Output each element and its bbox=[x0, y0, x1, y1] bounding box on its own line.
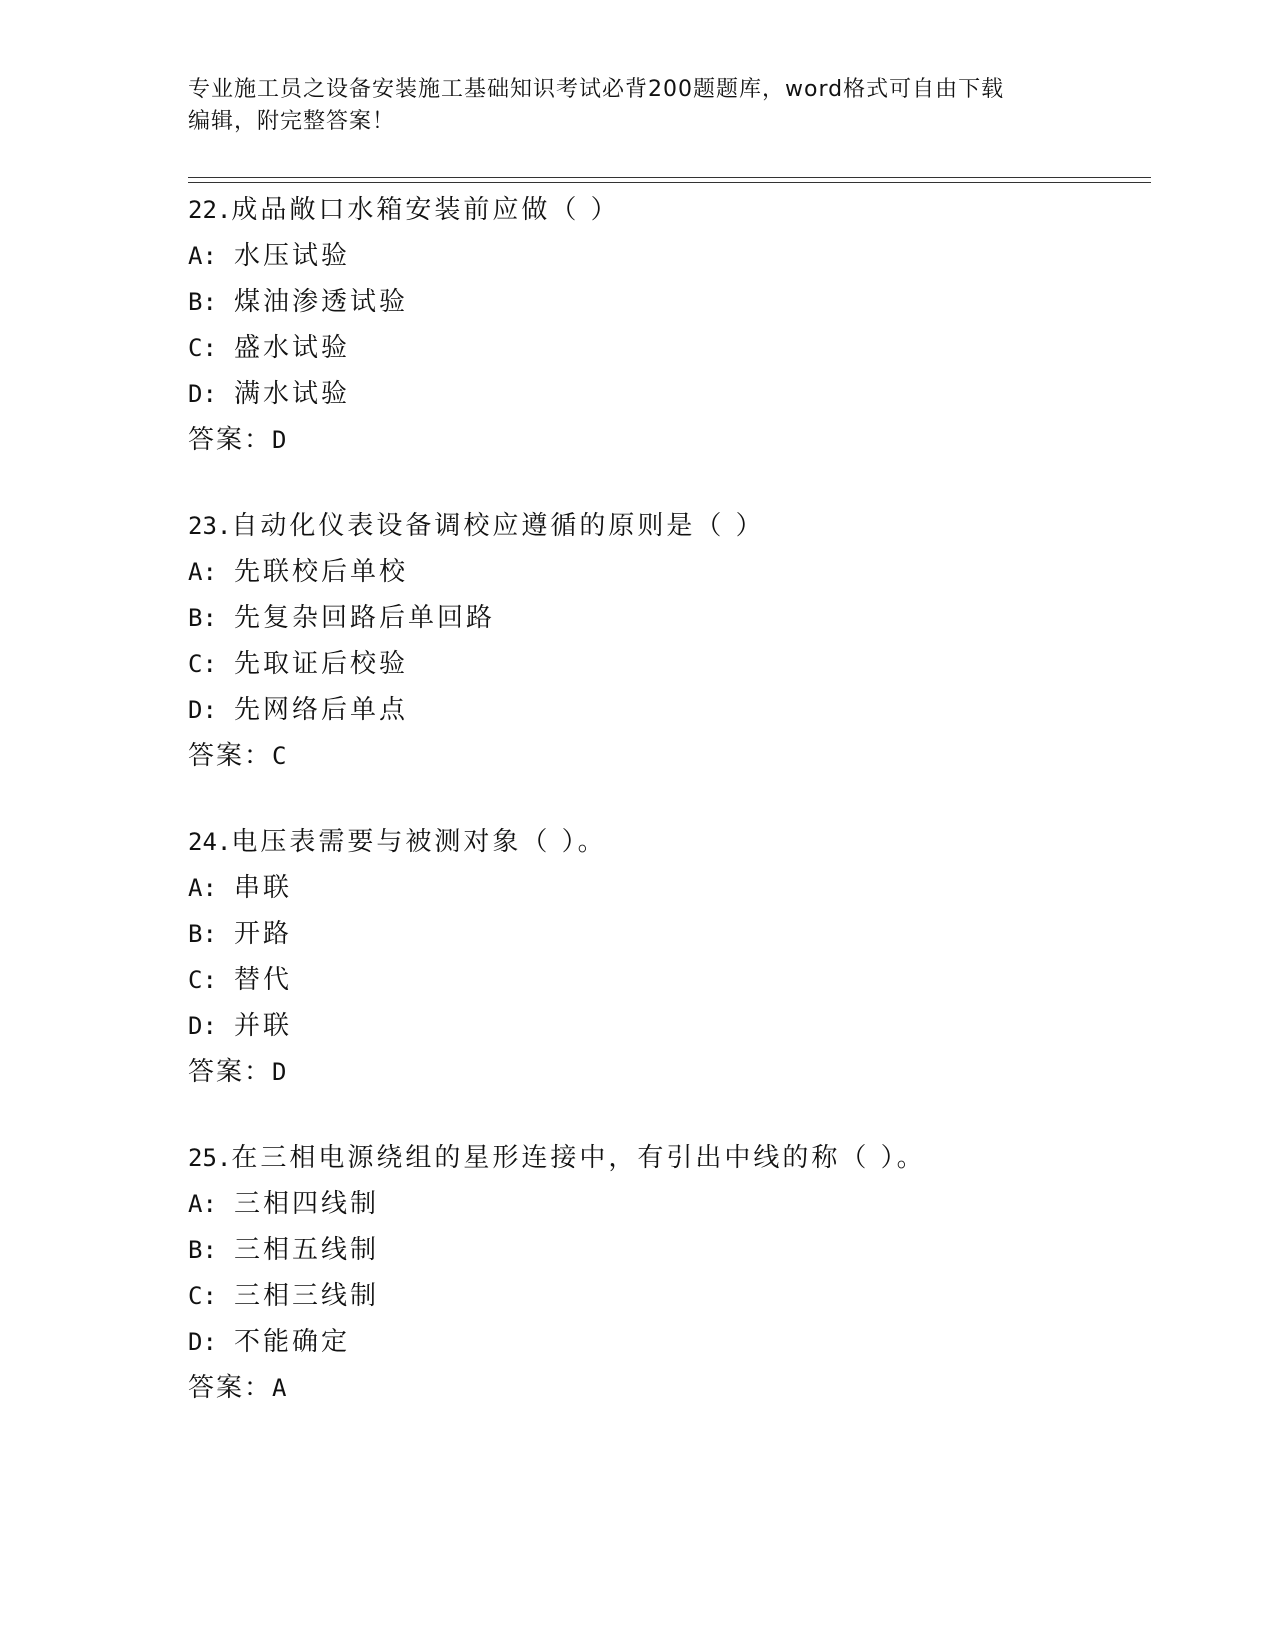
header-line-2: 编辑，附完整答案！ bbox=[188, 109, 396, 134]
option-d bbox=[188, 371, 1148, 417]
answer-value: C bbox=[272, 742, 290, 770]
option-letter: C: bbox=[188, 650, 217, 678]
option-letter: B: bbox=[188, 288, 217, 316]
answer-label: 答案： bbox=[188, 425, 273, 455]
document-header bbox=[188, 74, 1068, 138]
answer-line bbox=[188, 1365, 1148, 1411]
question-24 bbox=[188, 819, 1148, 1095]
option-d bbox=[188, 1003, 1148, 1049]
option-c bbox=[188, 957, 1148, 1003]
answer-value: D bbox=[272, 426, 290, 454]
question-stem bbox=[188, 187, 1148, 233]
option-letter: D: bbox=[188, 380, 217, 408]
answer-label: 答案： bbox=[188, 741, 273, 771]
option-text: 三相五线制 bbox=[234, 1235, 380, 1265]
answer-label: 答案： bbox=[188, 1373, 273, 1403]
question-text: 成品敞口水箱安装前应做（ ） bbox=[231, 195, 620, 225]
option-letter: A: bbox=[188, 1190, 217, 1218]
option-b bbox=[188, 595, 1148, 641]
option-c bbox=[188, 1273, 1148, 1319]
option-letter: C: bbox=[188, 966, 217, 994]
option-b bbox=[188, 279, 1148, 325]
option-d bbox=[188, 687, 1148, 733]
option-letter: B: bbox=[188, 604, 217, 632]
question-number: 22. bbox=[188, 196, 232, 224]
question-number: 24. bbox=[188, 828, 232, 856]
option-text: 串联 bbox=[234, 873, 293, 903]
option-c bbox=[188, 325, 1148, 371]
question-stem bbox=[188, 819, 1148, 865]
option-letter: A: bbox=[188, 874, 217, 902]
option-b bbox=[188, 911, 1148, 957]
question-text: 电压表需要与被测对象（ ）。 bbox=[231, 827, 607, 857]
option-a bbox=[188, 1181, 1148, 1227]
option-text: 开路 bbox=[234, 919, 293, 949]
header-line-1: 专业施工员之设备安装施工基础知识考试必背200题题库，word格式可自由下载 bbox=[188, 77, 1005, 102]
option-letter: C: bbox=[188, 1282, 217, 1310]
option-letter: A: bbox=[188, 558, 217, 586]
option-letter: C: bbox=[188, 334, 217, 362]
option-text: 并联 bbox=[234, 1011, 293, 1041]
question-stem bbox=[188, 1135, 1148, 1181]
option-letter: B: bbox=[188, 1236, 217, 1264]
answer-value: A bbox=[272, 1374, 290, 1402]
option-letter: B: bbox=[188, 920, 217, 948]
answer-line bbox=[188, 733, 1148, 779]
question-number: 23. bbox=[188, 512, 232, 540]
header-double-rule bbox=[188, 177, 1151, 183]
option-letter: D: bbox=[188, 696, 217, 724]
option-c bbox=[188, 641, 1148, 687]
answer-value: D bbox=[272, 1058, 290, 1086]
option-b bbox=[188, 1227, 1148, 1273]
option-text: 煤油渗透试验 bbox=[234, 287, 409, 317]
question-25 bbox=[188, 1135, 1148, 1411]
question-text: 在三相电源绕组的星形连接中，有引出中线的称（ ）。 bbox=[231, 1143, 926, 1173]
option-text: 三相四线制 bbox=[234, 1189, 380, 1219]
option-letter: A: bbox=[188, 242, 217, 270]
option-text: 先取证后校验 bbox=[234, 649, 409, 679]
option-text: 三相三线制 bbox=[234, 1281, 380, 1311]
option-letter: D: bbox=[188, 1328, 217, 1356]
option-text: 不能确定 bbox=[234, 1327, 351, 1357]
option-text: 先联校后单校 bbox=[234, 557, 409, 587]
question-23 bbox=[188, 503, 1148, 779]
answer-label: 答案： bbox=[188, 1057, 273, 1087]
option-a bbox=[188, 233, 1148, 279]
option-text: 满水试验 bbox=[234, 379, 351, 409]
option-text: 先复杂回路后单回路 bbox=[234, 603, 496, 633]
option-d bbox=[188, 1319, 1148, 1365]
question-number: 25. bbox=[188, 1144, 232, 1172]
question-22 bbox=[188, 187, 1148, 463]
answer-line bbox=[188, 417, 1148, 463]
option-text: 替代 bbox=[234, 965, 293, 995]
option-text: 盛水试验 bbox=[234, 333, 351, 363]
option-a bbox=[188, 865, 1148, 911]
question-text: 自动化仪表设备调校应遵循的原则是（ ） bbox=[231, 511, 765, 541]
question-list bbox=[188, 187, 1148, 1451]
answer-line bbox=[188, 1049, 1148, 1095]
question-stem bbox=[188, 503, 1148, 549]
option-text: 水压试验 bbox=[234, 241, 351, 271]
option-letter: D: bbox=[188, 1012, 217, 1040]
option-a bbox=[188, 549, 1148, 595]
option-text: 先网络后单点 bbox=[234, 695, 409, 725]
